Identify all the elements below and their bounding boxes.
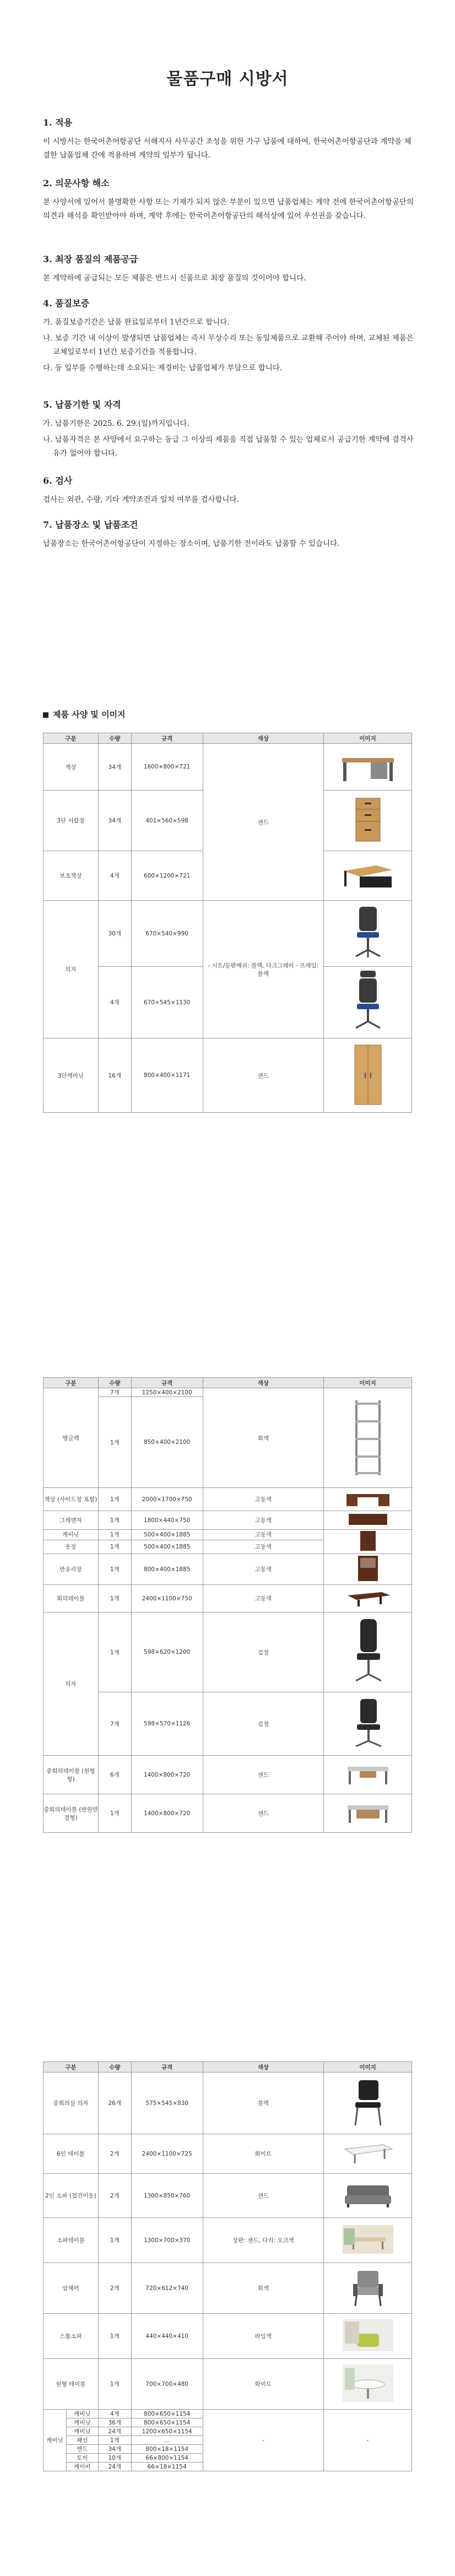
item-name: 원형 테이블 <box>44 2359 99 2410</box>
section-text: 나. 보증 기간 내 이상이 발생되면 납품업체는 즉시 무상수리 또는 동일제품으로 교환해 주어야 하며, 교체된 제품은 교체일로부터 1년간 보증기간을 적용합니다. <box>43 334 414 356</box>
col-header: 색상 <box>203 733 324 744</box>
item-name: 반유리장 <box>44 1554 99 1585</box>
item-qty: 2개 <box>98 2263 131 2314</box>
col-header: 구분 <box>44 733 99 744</box>
item-qty: 1개 <box>98 1540 131 1554</box>
item-qty: 34개 <box>98 791 131 851</box>
item-color: 고동색 <box>203 1530 324 1540</box>
section-text: 가. 품질보증기간은 납품 완료일로부터 1년간으로 합니다. <box>43 318 230 327</box>
item-name: 의자 <box>44 901 99 1038</box>
item-color: 회색 <box>203 1388 324 1488</box>
cabinet-group-label: 캐비닛 <box>44 2410 67 2471</box>
col-header: 이미지 <box>324 733 412 744</box>
col-header: 구분 <box>44 2062 99 2072</box>
item-size: 800×18×1154 <box>131 2445 203 2454</box>
stool-image <box>324 2314 412 2359</box>
section-3 <box>43 252 418 288</box>
item-size: 800×400×1885 <box>131 1554 203 1585</box>
section-2 <box>43 176 418 225</box>
meeting-table-image <box>324 1585 412 1612</box>
item-image: - <box>324 2410 412 2471</box>
item-name: 2인 소파 (접견이동) <box>44 2174 99 2218</box>
table-row <box>44 1511 412 1530</box>
spec-table-3 <box>43 2061 412 2471</box>
item-name: 책상 <box>44 744 99 791</box>
table-row <box>44 2359 412 2410</box>
item-name: 3단 서랍장 <box>44 791 99 851</box>
cab-sub: 캐비닛 <box>66 2410 98 2418</box>
item-size: 598×570×1126 <box>131 1692 203 1756</box>
item-color: 블랙 <box>203 2072 324 2134</box>
item-qty: 1개 <box>98 1397 131 1488</box>
item-name: 중회의실 의자 <box>44 2072 99 2134</box>
exec-desk-image <box>324 1488 412 1511</box>
item-color: 라임색 <box>203 2314 324 2359</box>
item-name: 스툴소파 <box>44 2314 99 2359</box>
item-size: 1400×800×720 <box>131 1756 203 1794</box>
table-row <box>44 1488 412 1511</box>
item-qty: 1개 <box>98 1488 131 1511</box>
drawer-image <box>324 791 412 851</box>
shelf-image <box>324 1388 412 1488</box>
section-heading: 3. 최장 품질의 제품공급 <box>43 254 138 264</box>
table-row <box>44 1612 412 1692</box>
item-color: 화이트 <box>203 2359 324 2410</box>
item-name: 6인 테이블 <box>44 2134 99 2174</box>
item-size: 2400×1100×750 <box>131 1585 203 1612</box>
high-chair-image <box>324 967 412 1038</box>
exec-chair-image <box>324 1612 412 1692</box>
item-name: 책상 (사이드장 포함) <box>44 1488 99 1511</box>
item-color: 샌드 <box>203 1756 324 1794</box>
section-text: 다. 동 일부를 수행하는데 소요되는 제경비는 납품업체가 부담으로 합니다. <box>43 364 283 372</box>
table-row <box>44 901 412 967</box>
item-qty: 24개 <box>98 2427 131 2436</box>
col-header: 규격 <box>131 2062 203 2072</box>
item-size: 2400×1100×725 <box>131 2134 203 2174</box>
item-qty: 1개 <box>98 1530 131 1540</box>
cab-sub: 토이 <box>66 2454 98 2463</box>
table-row <box>44 1692 412 1756</box>
item-qty: 6개 <box>98 1756 131 1794</box>
section-heading: 6. 검사 <box>43 475 73 486</box>
item-size: 1250×400×2100 <box>131 1388 203 1397</box>
item-color: 회색 <box>203 2263 324 2314</box>
cabinet-image <box>324 1530 412 1554</box>
item-size: 720×612×740 <box>131 2263 203 2314</box>
item-qty: 1개 <box>98 2314 131 2359</box>
item-qty: 1개 <box>98 1794 131 1833</box>
item-qty: 34개 <box>98 744 131 791</box>
item-size: 1300×700×370 <box>131 2218 203 2263</box>
cab-sub: 패션 <box>66 2436 98 2445</box>
item-qty: 1개 <box>98 2436 131 2445</box>
item-color: 고동색 <box>203 1585 324 1612</box>
item-qty: 4개 <box>98 2410 131 2418</box>
item-size: 440×440×410 <box>131 2314 203 2359</box>
col-header: 색상 <box>203 2062 324 2072</box>
section-5 <box>43 398 418 463</box>
col-header: 구분 <box>44 1378 99 1388</box>
white-table-image <box>324 2134 412 2174</box>
document-title: 물품구매 시방서 <box>166 69 289 89</box>
section-text: 본 계약하에 공급되는 모든 제품은 반드시 신품으로 최장 품질의 것이어야 합니다. <box>43 274 306 283</box>
sofa-table-image <box>324 2218 412 2263</box>
item-color: 검정 <box>203 1612 324 1692</box>
item-qty: 7개 <box>98 1692 131 1756</box>
section-4 <box>43 296 418 377</box>
round-white-table-image <box>324 2359 412 2410</box>
item-size: 670×545×1130 <box>131 967 203 1038</box>
item-qty: 1개 <box>98 2218 131 2263</box>
item-size: 670×540×990 <box>131 901 203 967</box>
table-row <box>44 2218 412 2263</box>
item-qty: 1개 <box>98 2359 131 2410</box>
item-name: 그레덴자 <box>44 1511 99 1530</box>
section-heading: 2. 의문사항 해소 <box>43 178 110 188</box>
item-size: 1200×650×1154 <box>131 2427 203 2436</box>
item-name: 보조책상 <box>44 851 99 901</box>
table-row <box>44 2410 412 2418</box>
item-qty: 24개 <box>98 2463 131 2471</box>
spec-table-2 <box>43 1377 412 1833</box>
item-qty: 7개 <box>98 1388 131 1397</box>
item-size: 1600×800×721 <box>131 744 203 791</box>
spec-table-1 <box>43 733 412 1113</box>
item-size: 800×400×1171 <box>131 1038 203 1113</box>
item-name: 옷장 <box>44 1540 99 1554</box>
col-header: 이미지 <box>324 1378 412 1388</box>
item-size: 66×18×1154 <box>131 2463 203 2471</box>
cab-sub: 캐비닛 <box>66 2418 98 2427</box>
item-size: ... <box>131 2436 203 2445</box>
desk-image <box>324 744 412 791</box>
table-row <box>44 2134 412 2174</box>
item-qty: 1개 <box>98 1585 131 1612</box>
table-row <box>44 1794 412 1833</box>
section-1 <box>43 116 418 165</box>
col-header: 수량 <box>98 733 131 744</box>
glass-cabinet-image <box>324 1554 412 1585</box>
item-color: 샌드 <box>203 744 324 901</box>
item-qty: 2개 <box>98 2134 131 2174</box>
item-color: 샌드 <box>203 1794 324 1833</box>
chair-image <box>324 901 412 967</box>
item-name: 중회의테이블 (원형형) <box>44 1756 99 1794</box>
table-row <box>44 1756 412 1794</box>
item-name: 소파테이블 <box>44 2218 99 2263</box>
item-qty: 26개 <box>98 2072 131 2134</box>
spec-heading-text: 제품 사양 및 이미지 <box>53 710 126 719</box>
item-qty: 4개 <box>98 851 131 901</box>
item-name: 암체어 <box>44 2263 99 2314</box>
col-header: 규격 <box>131 1378 203 1388</box>
side-desk-image <box>324 851 412 901</box>
item-size: 500×400×1885 <box>131 1540 203 1554</box>
item-size: 600×1200×721 <box>131 851 203 901</box>
table-header-row <box>44 1378 412 1388</box>
item-size: 700×700×480 <box>131 2359 203 2410</box>
item-qty: 1개 <box>98 1612 131 1692</box>
item-qty: 36개 <box>98 2418 131 2427</box>
section-heading: 7. 납품장소 및 납품조건 <box>43 519 138 530</box>
section-text: 본 사양서에 있어서 불명확한 사항 또는 기재가 되지 않은 부분이 있으면 납품업체는 계약 전에 한국어촌어항공단의 의견과 해석을 확인받아야 하며, 계약 후에는 한국어촌어항공단의 해석상에 있어 우선권을 갖습니다. <box>43 198 414 220</box>
item-qty: 16개 <box>98 1038 131 1113</box>
section-heading: 4. 품질보증 <box>43 298 90 309</box>
half-round-table-image <box>324 1794 412 1833</box>
table-row <box>44 1038 412 1113</box>
table-row <box>44 2174 412 2218</box>
item-name: 캐비닛 <box>44 1530 99 1540</box>
col-header: 규격 <box>131 733 203 744</box>
col-header: 이미지 <box>324 2062 412 2072</box>
cabinet-image <box>324 1038 412 1113</box>
item-color: 샌드 <box>203 1038 324 1113</box>
item-size: 1300×850×760 <box>131 2174 203 2218</box>
square-bullet-icon <box>43 712 48 718</box>
item-color: 고동색 <box>203 1540 324 1554</box>
item-color: 상판: 샌드, 다리: 오크색 <box>203 2218 324 2263</box>
table-header-row <box>44 2062 412 2072</box>
table-row <box>44 1530 412 1540</box>
item-color: 고동색 <box>203 1488 324 1511</box>
item-qty: 10개 <box>98 2454 131 2463</box>
item-color: - 시트/등판메쉬: 블랙, 다크그레이 - 프레임: 블랙 <box>203 901 324 1038</box>
table-row <box>44 744 412 791</box>
col-header: 색상 <box>203 1378 324 1388</box>
table-row <box>44 1554 412 1585</box>
sofa-image <box>324 2174 412 2218</box>
item-name: 앵글랙 <box>44 1388 99 1488</box>
item-size: 2000×1700×750 <box>131 1488 203 1511</box>
section-7 <box>43 518 418 553</box>
item-name: 회의테이블 <box>44 1585 99 1612</box>
item-size: 800×650×1154 <box>131 2410 203 2418</box>
cab-sub: 엔드 <box>66 2445 98 2454</box>
item-qty: 34개 <box>98 2445 131 2454</box>
item-size: 500×400×1885 <box>131 1530 203 1540</box>
item-size: 1800×440×750 <box>131 1511 203 1530</box>
table-row <box>44 2314 412 2359</box>
item-qty: 1개 <box>98 1511 131 1530</box>
item-size: 850×400×2100 <box>131 1397 203 1488</box>
round-table-image <box>324 1756 412 1794</box>
section-text: 나. 납품자격은 본 사양에서 요구하는 동급 그 이상의 제품을 직접 납품할 수 있는 업체로서 공급기한 계약에 결격사유가 없어야 합니다. <box>43 435 414 458</box>
item-color: - <box>203 2410 324 2471</box>
item-size: 800×650×1154 <box>131 2418 203 2427</box>
table-row <box>44 1585 412 1612</box>
item-qty: 2개 <box>98 2174 131 2218</box>
section-text: 이 시방서는 한국어촌어항공단 서해지사 사무공간 조성을 위한 가구 납품에 대하여, 한국어촌어항공단과 계약을 체결한 납품업체 간에 적용하며 계약의 일부가 됩니다. <box>43 137 411 160</box>
item-name: 중회의테이블 (반원연결형) <box>44 1794 99 1833</box>
meeting-chair-image <box>324 1692 412 1756</box>
item-color: 검정 <box>203 1692 324 1756</box>
item-qty: 4개 <box>98 967 131 1038</box>
table-row <box>44 2072 412 2134</box>
credenza-image <box>324 1511 412 1530</box>
section-heading: 5. 납품기한 및 자격 <box>43 399 121 410</box>
col-header: 수량 <box>98 2062 131 2072</box>
item-name: 의자 <box>44 1612 99 1756</box>
item-color: 고동색 <box>203 1511 324 1530</box>
item-name: 3단캐비닛 <box>44 1038 99 1113</box>
section-6 <box>43 474 418 509</box>
item-color: 샌드 <box>203 2174 324 2218</box>
col-header: 수량 <box>98 1378 131 1388</box>
section-text: 납품장소는 한국어촌어항공단이 지정하는 장소이며, 납품기한 전이라도 납품할 수 있습니다. <box>43 539 340 548</box>
table-header-row <box>44 733 412 744</box>
item-size: 66×800×1154 <box>131 2454 203 2463</box>
item-qty: 1개 <box>98 1554 131 1585</box>
folding-chair-image <box>324 2072 412 2134</box>
table-row <box>44 2263 412 2314</box>
item-size: 401×560×598 <box>131 791 203 851</box>
spec-heading <box>43 708 126 720</box>
cab-sub: 케이비 <box>66 2463 98 2471</box>
item-size: 598×620×1200 <box>131 1612 203 1692</box>
section-heading: 1. 적용 <box>43 117 73 128</box>
cab-sub: 캐비닛 <box>66 2427 98 2436</box>
section-text: 검사는 외관, 수량, 기타 계약조건과 일치 여부를 검사합니다. <box>43 495 239 504</box>
item-qty: 30개 <box>98 901 131 967</box>
item-color: 화이트 <box>203 2134 324 2174</box>
armchair-image <box>324 2263 412 2314</box>
item-color: 고동색 <box>203 1554 324 1585</box>
item-size: 575×545×830 <box>131 2072 203 2134</box>
item-size: 1400×800×720 <box>131 1794 203 1833</box>
table-row <box>44 1388 412 1397</box>
section-text: 가. 납품기한은 2025. 6. 29.(일)까지입니다. <box>43 419 189 428</box>
